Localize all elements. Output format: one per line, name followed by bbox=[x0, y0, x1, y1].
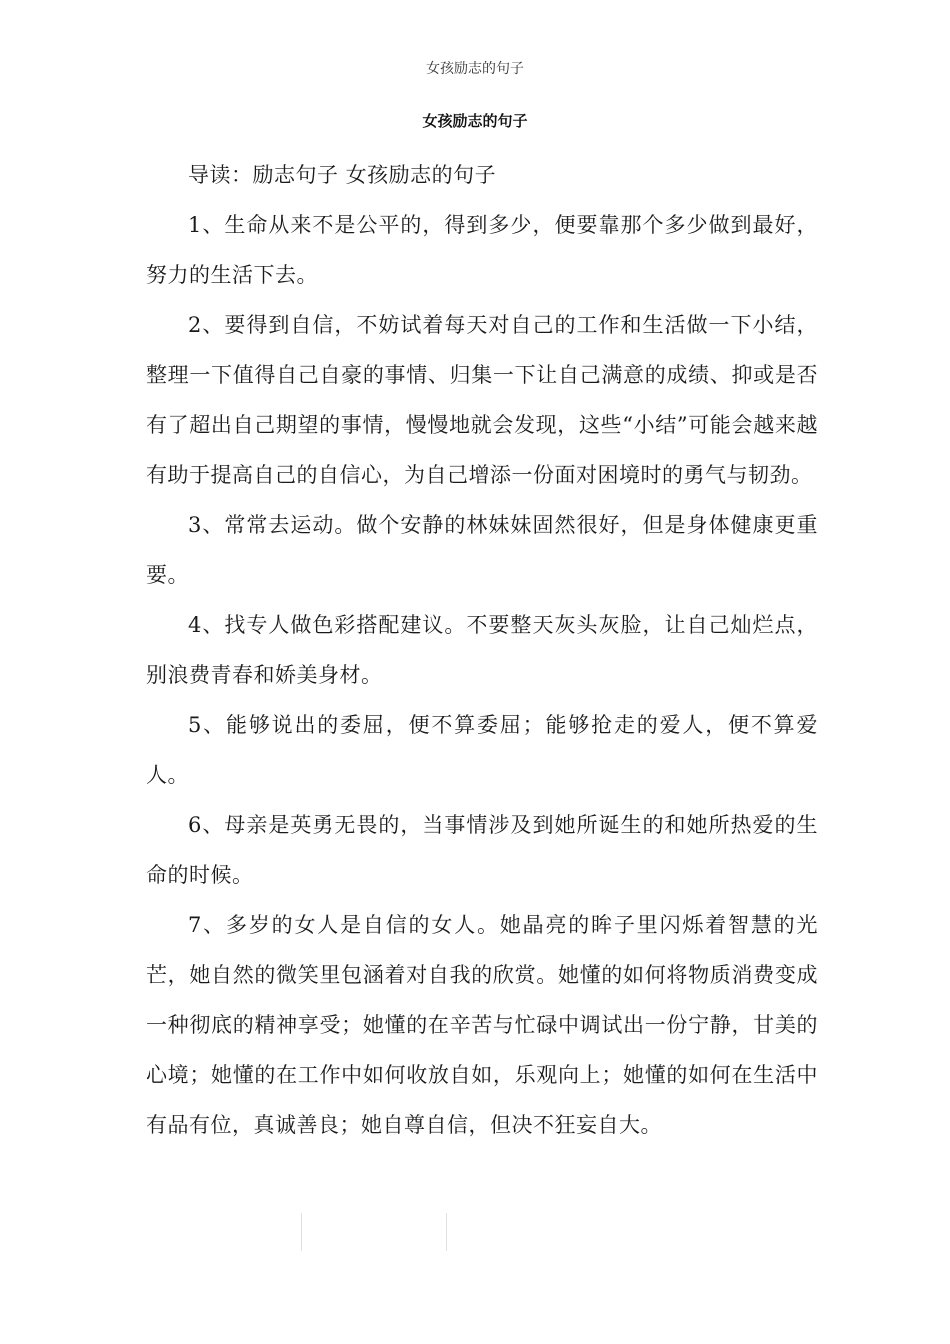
paragraph-6: 6、母亲是英勇无畏的，当事情涉及到她所诞生的和她所热爱的生命的时候。 bbox=[146, 813, 818, 887]
paragraph-2: 2、要得到自信，不妨试着每天对自己的工作和生活做一下小结，整理一下值得自己自豪的事情、归集一下让自己满意的成绩、抑或是否有了超出自己期望的事情，慢慢地就会发现，这些“小结”可能会越来越有助于提高自己的自信心，为自己增添一份面对困境时的勇气与韧劲。 bbox=[146, 313, 818, 487]
page-footer-box bbox=[301, 1213, 447, 1251]
intro-paragraph: 导读：励志句子 女孩励志的句子 bbox=[188, 163, 497, 187]
paragraph-1: 1、生命从来不是公平的，得到多少，便要靠那个多少做到最好，努力的生活下去。 bbox=[146, 213, 818, 287]
running-header: 女孩励志的句子 bbox=[426, 61, 524, 77]
paragraph-7: 7、多岁的女人是自信的女人。她晶亮的眸子里闪烁着智慧的光芒，她自然的微笑里包涵着对自我的欣赏。她懂的如何将物质消费变成一种彻底的精神享受；她懂的在辛苦与忙碌中调试出一份宁静，甘美的心境；她懂的在工作中如何收放自如，乐观向上；她懂的如何在生活中有品有位，真诚善良；她自尊自信，但决不狂妄自大。 bbox=[146, 913, 818, 1137]
document-title: 女孩励志的句子 bbox=[422, 112, 528, 130]
paragraph-4: 4、找专人做色彩搭配建议。不要整天灰头灰脸，让自己灿烂点，别浪费青春和娇美身材。 bbox=[146, 613, 818, 687]
paragraph-5: 5、能够说出的委屈，便不算委屈；能够抢走的爱人，便不算爱人。 bbox=[146, 713, 818, 787]
document-body bbox=[146, 150, 818, 1150]
paragraph-3: 3、常常去运动。做个安静的林妹妹固然很好，但是身体健康更重要。 bbox=[146, 513, 818, 587]
